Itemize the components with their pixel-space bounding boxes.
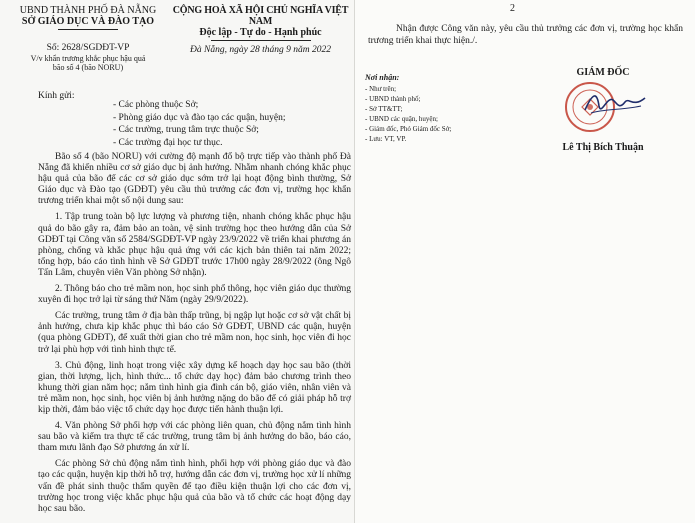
document-summary-line1: V/v khẩn trương khắc phục hậu quả — [30, 54, 146, 63]
closing-paragraph: Nhận được Công văn này, yêu cầu thủ trưởng các đơn vị, trường học khẩn trương triển khai thực hiện./. — [368, 24, 683, 46]
distribution-items — [365, 84, 515, 144]
document-number-block — [8, 43, 168, 72]
body-paragraph: Các trường, trung tâm ở địa bàn thấp trũng, bị ngập lụt hoặc cơ sở vật chất bị ảnh hưởng, chưa kịp khắc phục thì báo cáo Sở GDĐT, UBND các quận, huyện (qua phòng GDĐT), để xuất thời gian cho trẻ mầm non, học sinh, học viên đi học trở lại phù hợp với tình hình thực tế. — [38, 311, 351, 355]
nation-motto: Độc lập - Tự do - Hạnh phúc — [199, 27, 322, 38]
recipients-list — [113, 99, 286, 149]
distribution-item: - UBND thành phố; — [365, 95, 421, 103]
distribution-item: - Sở TT&TT; — [365, 105, 403, 113]
recipient-item: - Các phòng thuộc Sở; — [113, 100, 199, 110]
distribution-title: Nơi nhận: — [365, 73, 400, 82]
document-page-2 — [355, 0, 695, 523]
document-body — [38, 152, 351, 520]
distribution-item: - UBND các quận, huyện; — [365, 115, 438, 123]
recipients-label: Kính gửi: — [38, 91, 75, 101]
body-paragraph: 1. Tập trung toàn bộ lực lượng và phương tiện, nhanh chóng khắc phục hậu quả do bão gây ra, đảm bảo an toàn, vệ sinh trường học theo hướng dẫn của Sở GDĐT tại Công văn số 2584/SGDĐT-VP ngày 23/9/2022 về triển khai phương án phòng, chống và khắc phục hậu quả ứng với các kịch bản thiên tai năm 2022; tổng hợp, báo cáo tình hình về Sở GDĐT trước 17h00 ngày 28/9/2022 (ông Ngô Tấn Lâm, chuyên viên Văn phòng Sở nhận). — [38, 212, 351, 278]
body-paragraph: Bão số 4 (bão NORU) với cường độ mạnh đổ bộ trực tiếp vào thành phố Đà Nẵng đã khiến nhiều cơ sở giáo dục bị ảnh hưởng. Nhằm nhanh chóng khắc phục hậu quả của bão để các cơ sở giáo dục sớm trở lại hoạt động bình thường, Sở Giáo dục và Đào tạo (GDĐT) yêu cầu thủ trưởng các đơn vị, trường học khẩn trương triển khai một số nội dung sau: — [38, 152, 351, 207]
issuing-organization — [8, 5, 168, 30]
distribution-item: - Giám đốc, Phó Giám đốc Sở; — [365, 125, 452, 133]
distribution-item: - Lưu: VT, VP. — [365, 135, 407, 143]
org-name: SỞ GIÁO DỤC VÀ ĐÀO TẠO — [21, 16, 155, 27]
director-title: GIÁM ĐỐC — [576, 67, 630, 78]
body-paragraph: 2. Thông báo cho trẻ mầm non, học sinh phổ thông, học viên giáo dục thường xuyên đi học trở lại từ sáng thứ Năm (ngày 29/9/2022). — [38, 284, 351, 306]
recipient-item: - Các trường đại học tư thục. — [113, 137, 223, 148]
motto-underline — [211, 40, 311, 41]
distribution-item: - Như trên; — [365, 85, 397, 93]
page-number: 2 — [510, 3, 515, 14]
national-motto — [168, 5, 353, 41]
body-paragraph: 3. Chủ động, linh hoạt trong việc xây dựng kế hoạch dạy học sau bão (thời gian, thời lượng, lịch, hình thức... tổ chức dạy học) đảm bảo chương trình theo khung thời gian năm học; nắm tình hình gia đình cán bộ, giáo viên, nhân viên và trẻ mầm non, học sinh, học viên bị ảnh hưởng nặng do bão để có giải pháp hỗ trợ kịp thời, đảm bảo việc tổ chức dạy học được tiến hành thuận lợi. — [38, 360, 351, 415]
org-underline — [58, 29, 118, 30]
document-summary-line2: bão số 4 (bão NORU) — [52, 63, 124, 72]
body-paragraph: 4. Văn phòng Sở phối hợp với các phòng liên quan, chủ động nắm tình hình sau bão và kiểm tra thực tế các trường, trung tâm bị ảnh hưởng do bão, báo cáo, tham mưu lãnh đạo Sở phương án xử lí. — [38, 421, 351, 454]
signer-name: Lê Thị Bích Thuận — [562, 142, 644, 153]
distribution-list — [365, 73, 515, 144]
document-number: Số: 2628/SGDĐT-VP — [46, 43, 130, 53]
recipient-item: - Phòng giáo dục và đào tạo các quận, huyện; — [113, 112, 286, 123]
document-date: Đà Nẵng, ngày 28 tháng 9 năm 2022 — [190, 45, 331, 55]
recipient-item: - Các trường, trung tâm trực thuộc Sở; — [113, 125, 259, 135]
body-paragraph: Các phòng Sở chủ động nắm tình hình, phối hợp với phòng giáo dục và đào tạo các quận, huyện kịp thời hỗ trợ, hướng dẫn các đơn vị, trường học xử lí những vấn đề phát sinh thuộc thẩm quyền để tạo điều kiện thuận lợi cho các đơn vị, trường học trong việc khắc phục hậu quả của bão và tổ chức các hoạt động dạy học sau bão. — [38, 459, 351, 514]
nation-name: CỘNG HOÀ XÃ HỘI CHỦ NGHĨA VIỆT NAM — [172, 5, 349, 27]
org-parent-name: UBND THÀNH PHỐ ĐÀ NẴNG — [19, 5, 157, 16]
signature-icon — [583, 88, 647, 118]
